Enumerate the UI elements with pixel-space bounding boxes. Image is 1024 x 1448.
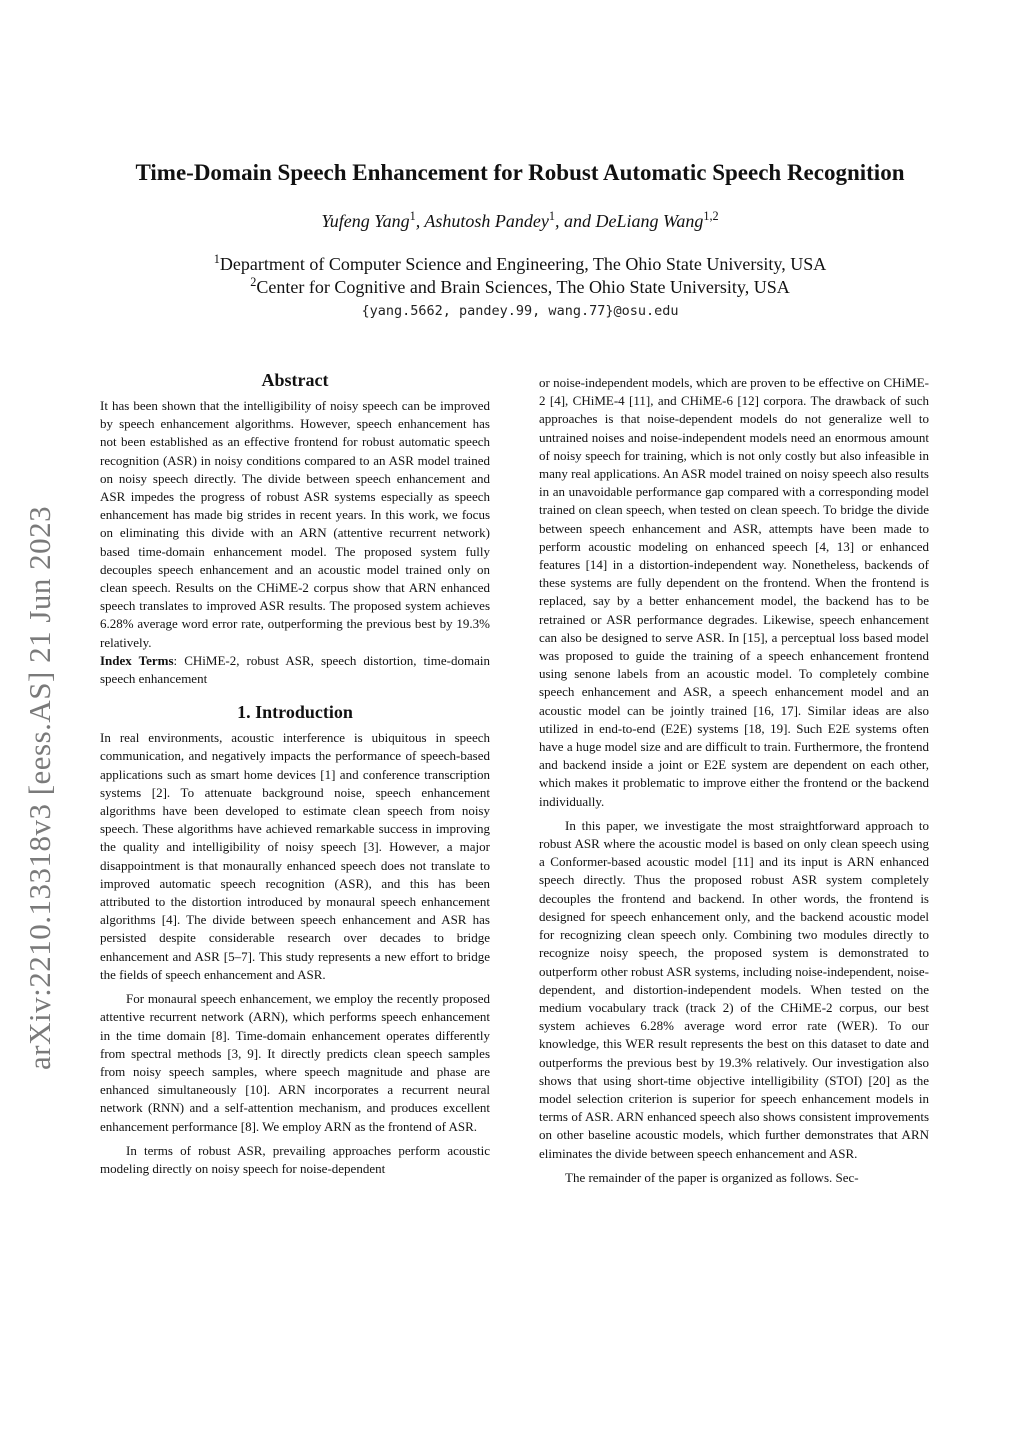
arxiv-side-stamp: arXiv:2210.13318v3 [eess.AS] 21 Jun 2023 xyxy=(22,505,57,1070)
index-terms xyxy=(100,652,490,688)
affiliation-text: Center for Cognitive and Brain Sciences, The Ohio State University, USA xyxy=(256,277,790,297)
author-affiliation-mark: 1 xyxy=(409,209,416,223)
intro-paragraph-3-continued: or noise-independent models, which are proven to be effective on CHiME-2 [4], CHiME-4 [11], and CHiME-6 [12] corpora. The drawback of such approaches is that noise-dependent models do not generalize well to untrained noises and noise-independent models need an enormous amount of noisy speech for training, which is not only costly but also infeasible in many real applications. An ASR model trained on noisy speech also results in an unavoidable performance gap compared with a corresponding model trained on clean speech, when tested on clean speech. To bridge the divide between speech enhancement and ASR, attempts have been made to perform acoustic modeling on enhanced speech [4, 13] or enhanced features [14] in a distortion-independent way. Nonetheless, backends of these systems are fully dependent on the frontend. When the frontend is replaced, say by a better enhancement model, the backend has to be retrained or ASR performance degrades. Likewise, speech enhancement can also be designed to serve ASR. In [15], a perceptual loss based model was proposed to guide the training of a speech enhancement frontend using senone labels from an acoustic model. To completely combine speech enhancement and ASR, a speech enhancement model and an acoustic model can be jointly trained [16, 17]. Similar ideas are also utilized in end-to-end (E2E) systems [18, 19]. Such E2E systems often have a huge model size and are difficult to train. Furthermore, the frontend and backend inside a joint or E2E system are dependent on each other, which makes it problematic to improve either the frontend or the backend individually. xyxy=(539,375,929,809)
abstract-text: It has been shown that the intelligibility of noisy speech can be improved by speech enhancement algorithms. However, speech enhancement has not been established as an effective frontend for robust automatic speech recognition (ASR) in noisy conditions compared to an ASR model trained on noisy speech directly. The divide between speech enhancement and ASR impedes the progress of robust ASR systems especially as speech enhancement has made big strides in recent years. In this work, we focus on eliminating this divide with an ARN (attentive recurrent network) based time-domain enhancement model. The proposed system fully decouples speech enhancement and an acoustic model trained only on clean speech. Results on the CHiME-2 corpus show that ARN enhanced speech translates to improved ASR results. The proposed system achieves 6.28% average word error rate, outperforming the previous best by 19.3% relatively. xyxy=(100,398,490,650)
right-column xyxy=(539,374,929,1187)
affiliation-1 xyxy=(80,252,960,276)
affiliation-text: Department of Computer Science and Engineering, The Ohio State University, USA xyxy=(219,254,827,274)
author-emails: {yang.5662, pandey.99, wang.77}@osu.edu xyxy=(361,303,679,319)
author-separator: , xyxy=(415,211,425,231)
index-terms-label: Index Terms xyxy=(100,652,174,668)
left-column xyxy=(100,368,490,1178)
abstract-heading: Abstract xyxy=(261,370,329,390)
introduction-heading: 1. Introduction xyxy=(237,702,353,723)
author-list xyxy=(80,208,960,234)
intro-paragraph-5: The remainder of the paper is organized as follows. Sec- xyxy=(565,1169,859,1185)
intro-paragraph-1: In real environments, acoustic interference is ubiquitous in speech communication, and negatively impacts the performance of speech-based applications such as smart home devices [1] and conference transcription systems [2]. To attenuate background noise, speech enhancement algorithms have been developed to estimate clean speech from noisy speech. These algorithms have achieved remarkable success in improving the quality and intelligibility of noisy speech [3]. However, a major disappointment is that monaurally enhanced speech does not translate to improved automatic speech recognition (ASR), and this has been attributed to the distortion introduced by monaural speech enhancement algorithms [4]. The divide between speech enhancement and ASR has persisted despite considerable research over decades to bridge enhancement and ASR [5–7]. This study represents a new effort to bridge the fields of speech enhancement and ASR. xyxy=(100,730,490,982)
intro-paragraph-4: In this paper, we investigate the most straightforward approach to robust ASR where the acoustic model is based on only clean speech using a Conformer-based acoustic model [11] and its input is ARN enhanced speech directly. Thus the proposed robust ASR system completely decouples the frontend and backend. In other words, the frontend is designed for speech enhancement only, and the backend acoustic model for recognizing clean speech only. Combining two modules directly to recognize noisy speech, the proposed system is demonstrated to outperform other robust ASR systems, including noise-independent, noise-dependent, and distortion-independent models. When tested on the medium vocabulary track (track 2) of the CHiME-2 corpus, our best system achieves 6.28% average word error rate (WER). To our knowledge, this WER result represents the best on this dataset to date and outperforms the previous best by 19.3% relatively. Our investigation also shows that using short-time objective intelligibility (STOI) [20] as the model selection criterion is superior for speech enhancement models in terms of ASR. ARN enhanced speech also shows consistent improvements on other baseline acoustic models, which further demonstrates that ARN eliminates the divide between speech enhancement and ASR. xyxy=(539,817,929,1161)
paper-title: Time-Domain Speech Enhancement for Robust Automatic Speech Recognition xyxy=(135,160,905,185)
author-name: Ashutosh Pandey xyxy=(424,211,549,231)
author-name: DeLiang Wang xyxy=(595,211,704,231)
affiliation-number: 2 xyxy=(250,275,257,289)
intro-paragraph-2: For monaural speech enhancement, we employ the recently proposed attentive recurrent network (ARN), which performs speech enhancement in the time domain [8]. Time-domain enhancement operates differently from spectral methods [3, 9]. It directly predicts clean speech samples from noisy speech samples, where speech magnitude and phase are enhanced simultaneously [10]. ARN incorporates a recurrent neural network (RNN) and a self-attention mechanism, and produces excellent enhancement performance [8]. We employ ARN as the frontend of ASR. xyxy=(100,991,490,1134)
author-affiliation-mark: 1 xyxy=(548,209,555,223)
affiliation-number: 1 xyxy=(213,252,220,266)
affiliation-2 xyxy=(80,275,960,299)
author-separator: , and xyxy=(555,211,596,231)
author-name: Yufeng Yang xyxy=(321,211,410,231)
author-affiliation-mark: 1,2 xyxy=(703,209,719,223)
index-terms-text: : CHiME-2, robust ASR, speech distortion, time-domain speech enhancement xyxy=(100,652,490,687)
intro-paragraph-3: In terms of robust ASR, prevailing approaches perform acoustic modeling directly on noisy speech for noise-dependent xyxy=(100,1142,490,1176)
